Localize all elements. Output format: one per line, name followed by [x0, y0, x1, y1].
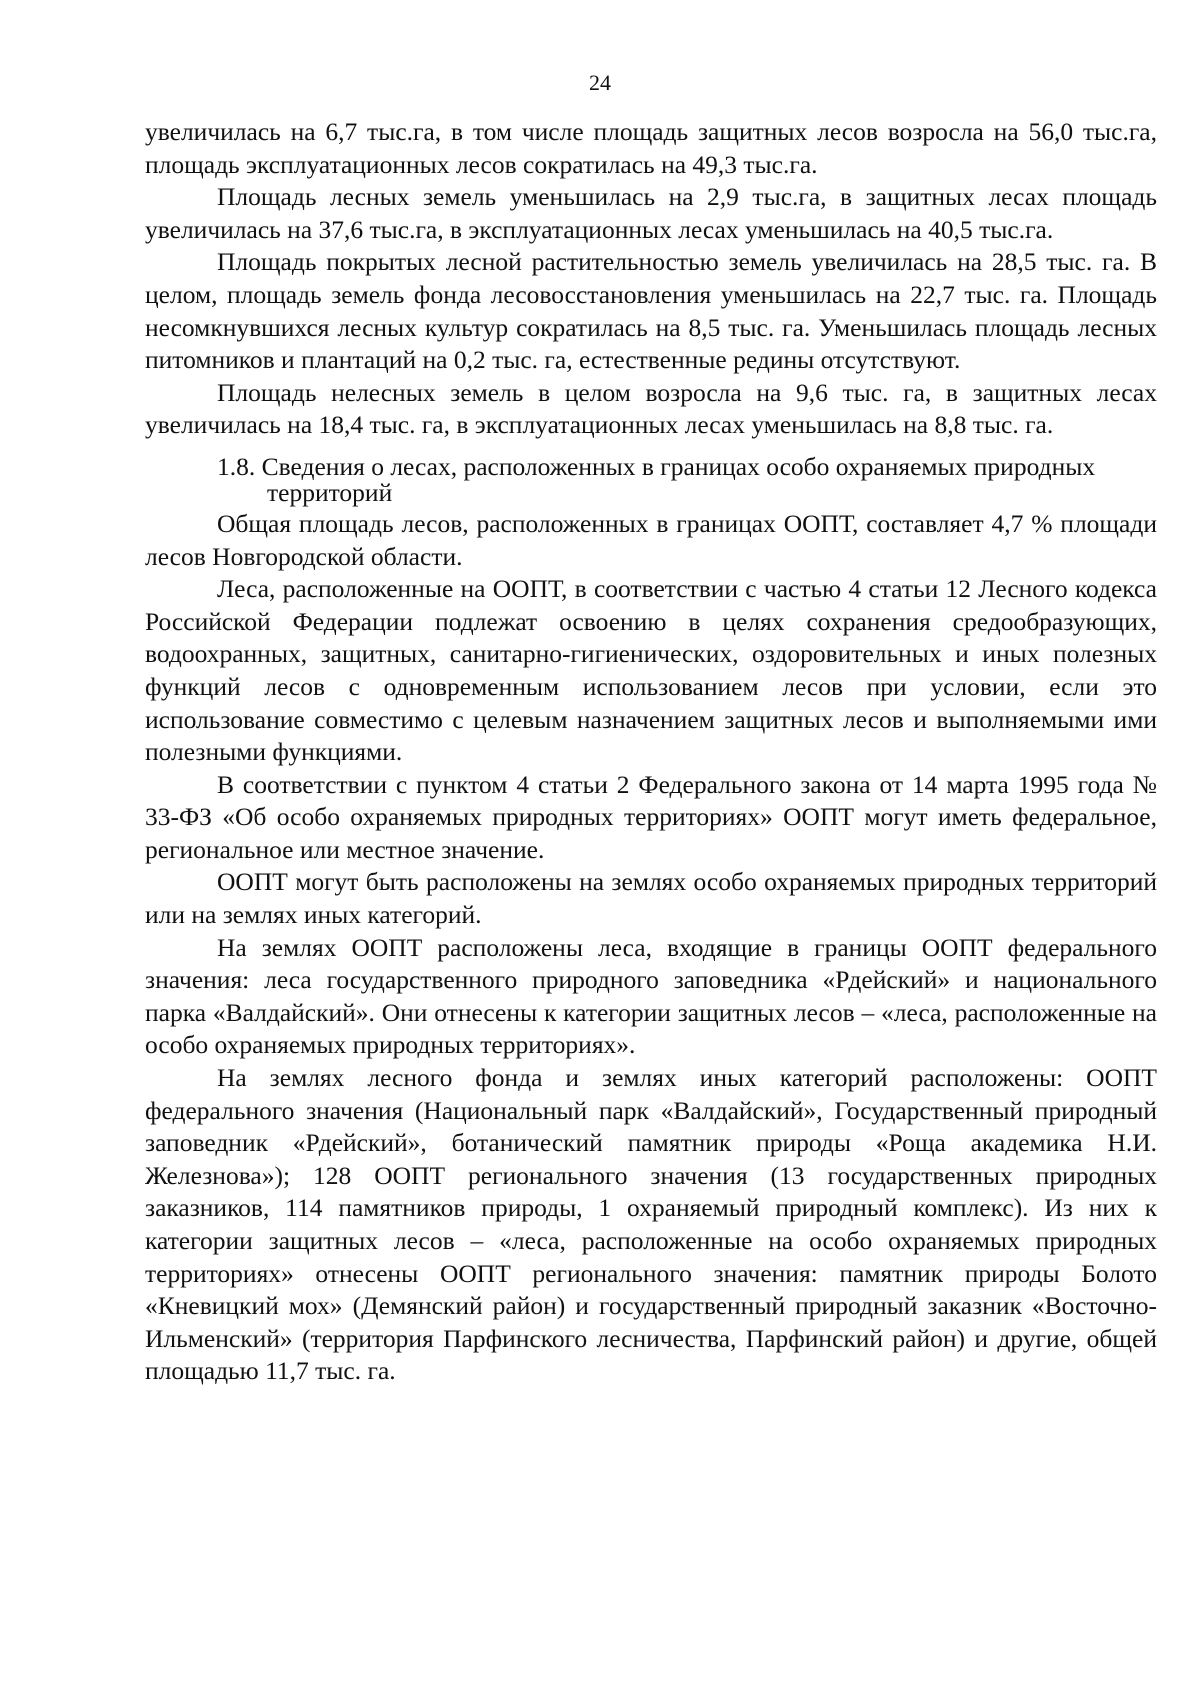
- paragraph-regional-oopt: На землях лесного фонда и землях иных категорий расположены: ООПТ федерального значения (Национальный парк «Валдайский», Государственный природный заповедник «Рдейский», ботанический памятник природы «Роща академика Н.И. Железнова»); 128 ООПТ регионального значения (13 государственных природных заказников, 114 памятников природы, 1 охраняемый природный комплекс). Из них к категории защитных лесов – «леса, расположенные на особо охраняемых природных территориях» отнесены ООПТ регионального значения: памятник природы Болото «Кневицкий мох» (Демянский район) и государственный природный заказник «Восточно-Ильменский» (территория Парфинского лесничества, Парфинский район) и другие, общей площадью 11,7 тыс. га.: [145, 1063, 1157, 1386]
- paragraph-continued: увеличилась на 6,7 тыс.га, в том числе площадь защитных лесов возросла на 56,0 тыс.га, площадь эксплуатационных лесов сократилась на 49,3 тыс.га.: [145, 117, 1157, 179]
- document-body: [145, 116, 1157, 1388]
- section-heading: 1.8. Сведения о лесах, расположенных в границах особо охраняемых природных территорий: [217, 451, 1096, 507]
- paragraph-federal-law: В соответствии с пунктом 4 статьи 2 Федерального закона от 14 марта 1995 года № 33-ФЗ «Об особо охраняемых природных территориях» ООПТ могут иметь федеральное, региональное или местное значение.: [145, 769, 1157, 864]
- paragraph-covered-lands: Площадь покрытых лесной растительностью земель увеличилась на 28,5 тыс. га. В целом, площадь земель фонда лесовосстановления уменьшилась на 22,7 тыс. га. Площадь несомкнувшихся лесных культур сократилась на 8,5 тыс. га. Уменьшилась площадь лесных питомников и плантаций на 0,2 тыс. га, естественные редины отсутствуют.: [145, 247, 1157, 375]
- paragraph-forest-code: Леса, расположенные на ООПТ, в соответствии с частью 4 статьи 12 Лесного кодекса Российской Федерации подлежат освоению в целях сохранения средообразующих, водоохранных, защитных, санитарно-гигиенических, оздоровительных и иных полезных функций лесов с одновременным использованием лесов при условии, если это использование совместимо с целевым назначением защитных лесов и выполняемыми ими полезными функциями.: [145, 574, 1157, 767]
- paragraph-federal-oopt: На землях ООПТ расположены леса, входящие в границы ООПТ федерального значения: леса государственного природного заповедника «Рдейский» и национального парка «Валдайский». Они отнесены к категории защитных лесов – «леса, расположенные на особо охраняемых природных территориях».: [145, 932, 1157, 1060]
- paragraph-oopt-location: ООПТ могут быть расположены на землях особо охраняемых природных территорий или на землях иных категорий.: [145, 867, 1157, 930]
- paragraph-nonforest-lands: Площадь нелесных земель в целом возросла на 9,6 тыс. га, в защитных лесах увеличилась на 18,4 тыс. га, в эксплуатационных лесах уменьшилась на 8,8 тыс. га.: [145, 377, 1157, 440]
- paragraph-forest-lands: Площадь лесных земель уменьшилась на 2,9 тыс.га, в защитных лесах площадь увеличилась на 37,6 тыс.га, в эксплуатационных лесах уменьшилась на 40,5 тыс.га.: [145, 182, 1157, 244]
- page-number: 24: [589, 70, 611, 95]
- paragraph-total-area: Общая площадь лесов, расположенных в границах ООПТ, составляет 4,7 % площади лесов Новгородской области.: [145, 508, 1157, 571]
